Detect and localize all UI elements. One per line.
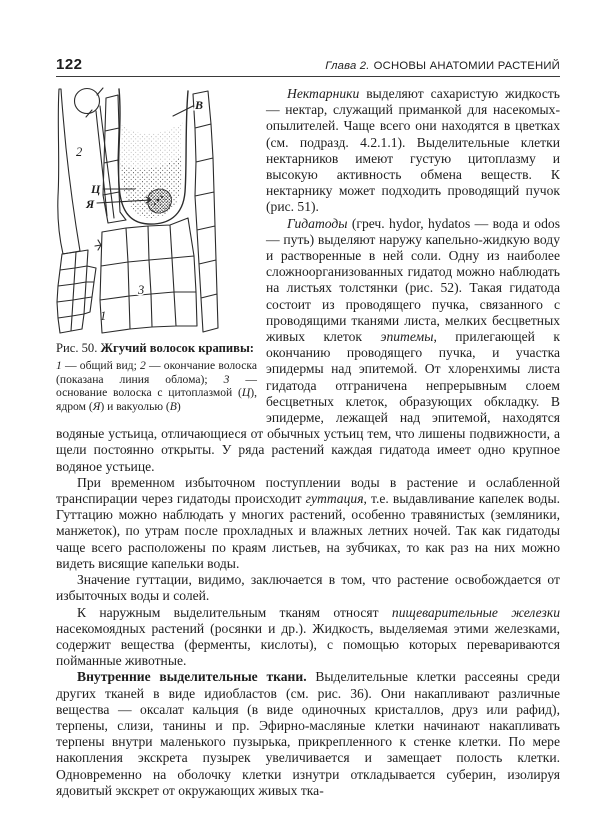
page-number: 122 [56, 56, 83, 73]
paragraph-digestive-glands: К наружным выделительным тканям относят пищеварительные железки насекомоядных растений (росянки и др.). Жидкость, выделяемая этими железками, содержит вещества (ферменты, кислоты), с помощью которых перевариваются пойманные животные. [56, 604, 560, 669]
nettle-hair-illustration [56, 86, 222, 336]
figure-part-3-label: 3 [138, 283, 145, 297]
paragraph-hydathodes: Гидатоды (греч. hydor, hydatos — вода и odos — путь) выделяют наружу капельно-жидкую воду и растворенные в ней соли. Одну из наиболее сложноорганизованных гидатод можно наблюдать на листьях толстянки (рис. 52). Такая гидатода состоит из проводящего пучка, связанного с проводящими тканями листа, мелких бесцветных живых клеток эпитемы, прилегающей к окончанию проводящего пучка, и участка эпидермы над эпитемой. От хлоренхимы листа гидатода отграничена непрерывным слоем бесцветных клеток, образующих обкладку. В эпидерме, лежащей над эпитемой, находятся водяные устьица, отличающиеся от обычных устьиц тем, что лишены подвижности, а щели постоянно открыты. У ряда растений каждая гидатода имеет одно крупное водяное устьице. [56, 215, 560, 474]
hair-overview-drawing [57, 89, 106, 333]
figure-label-nucleus: Я [86, 197, 95, 211]
paragraph-guttation-meaning: Значение гуттации, видимо, заключается в том, что растение освобождается от избыточных воды и солей. [56, 572, 560, 604]
figure-caption-title: Рис. 50. Жгучий волосок крапивы: [56, 341, 254, 355]
figure-label-cytoplasm: Ц [91, 182, 101, 196]
page-header [56, 56, 560, 73]
figure-part-2-label: 2 [76, 145, 83, 159]
page-content [56, 86, 560, 799]
figure-label-vacuole: В [195, 98, 204, 112]
figure-caption-legend: 1 — общий вид; 2 — окончание волоска (показана линия облома); 3 — основание волоска с цитоплазмой (Ц), ядром (Я) и вакуолью (В) [56, 358, 257, 414]
figure-part-1-label: 1 [100, 309, 107, 323]
chapter-title: ОСНОВЫ АНАТОМИИ РАСТЕНИЙ [373, 60, 560, 72]
figure-50 [56, 86, 257, 414]
chapter-label: Глава 2. [325, 60, 370, 72]
paragraph-guttation: При временном избыточном поступлении воды в растение и ослабленной транспирации через гидатоды происходит гуттация, т.е. выдавливание капелек воды. Гуттацию можно наблюдать у многих растений, особенно травянистых (земляники, манжеток), по утрам после прохладных и влажных летних ночей. Так как гидатоды чаще всего расположены по краям листьев, на зубчиках, то как раз на них можно видеть висящие капельки воды. [56, 474, 560, 571]
header-rule [56, 76, 560, 77]
paragraph-nectaries: Нектарники выделяют сахаристую жидкость — нектар, служащий приманкой для насекомых-опылителей. Чаще всего они находятся в цветках (см. подразд. 4.2.1.1). Выделительные клетки нектарников имеют густую цитоплазму и высокую активность обмена веществ. К нектарнику может подходить проводящий пучок (рис. 51). [266, 86, 560, 215]
hair-base-drawing [85, 89, 218, 333]
paragraph-internal-tissues: Внутренние выделительные ткани. Выделительные клетки рассеяны среди других тканей в виде идиобластов (см. рис. 36). Они накапливают различные вещества — оксалат кальция (в виде одиночных кристаллов, друз или рафид), терпены, слизи, танины и пр. Эфирно-масляные клетки начинают накапливать терпены внутри маленького пузырька, прикрепленного к стенке клетки. По мере накопления экскрета пузырек увеличивается и замещает полость клетки. Одновременно на оболочку клетки изнутри откладывается суберин, изолируя ядовитый экскрет от окружающих живых тка- [56, 669, 560, 798]
figure-caption [56, 341, 257, 414]
running-title [325, 60, 560, 72]
